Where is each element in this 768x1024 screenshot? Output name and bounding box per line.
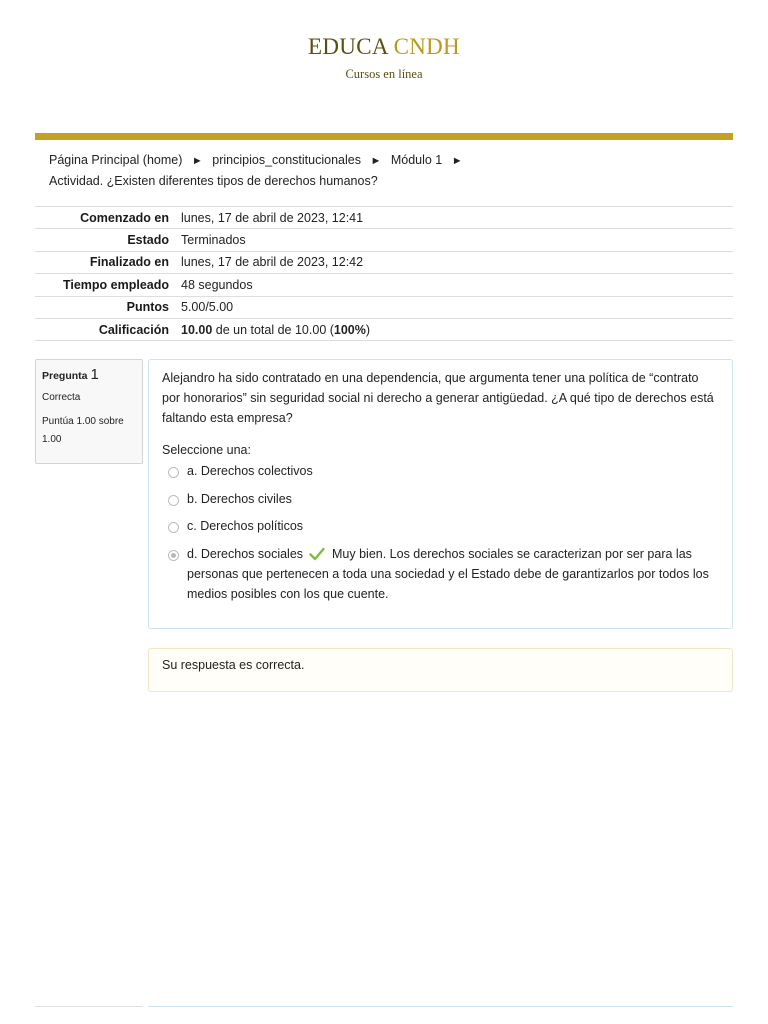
option-feedback: Muy bien. Los derechos sociales se caracterizan por ser para las personas que pertenecen a toda una sociedad y el Estado debe de garantizarlos por todos los medios posibles con los que cuente. xyxy=(187,546,709,601)
option-label: a. Derechos colectivos xyxy=(187,464,313,478)
question-label: Pregunta xyxy=(42,370,88,382)
breadcrumb xyxy=(49,150,729,191)
grade-percent: 100% xyxy=(333,322,366,337)
summary-label: Comenzado en xyxy=(35,207,181,229)
breadcrumb-course[interactable]: principios_constitucionales xyxy=(212,153,361,167)
next-question-content-edge xyxy=(148,1006,733,1007)
question-content xyxy=(148,359,733,629)
summary-value: lunes, 17 de abril de 2023, 12:41 xyxy=(181,207,733,229)
question-text: Alejandro ha sido contratado en una dependencia, que argumenta tener una política de “contrato por honorarios” sin seguridad social ni derecho a generar antigüedad. ¿A qué tipo de derechos está faltando esta empresa? xyxy=(162,371,714,425)
summary-value: 48 segundos xyxy=(181,274,733,296)
quiz-summary-table xyxy=(35,206,733,341)
grade-end: ) xyxy=(365,322,371,337)
summary-label: Estado xyxy=(35,229,181,251)
summary-value: lunes, 17 de abril de 2023, 12:42 xyxy=(181,251,733,273)
next-question-info-edge xyxy=(35,1006,143,1007)
site-logo[interactable] xyxy=(0,34,768,60)
grade-value xyxy=(181,318,733,340)
question-number xyxy=(42,366,136,383)
option-label: b. Derechos civiles xyxy=(187,491,292,506)
summary-row xyxy=(35,296,733,318)
summary-label: Tiempo empleado xyxy=(35,274,181,296)
breadcrumb-home[interactable]: Página Principal (home) xyxy=(49,153,183,167)
summary-label: Calificación xyxy=(35,318,181,340)
option-content xyxy=(187,544,719,604)
breadcrumb-module[interactable]: Módulo 1 xyxy=(390,153,443,167)
question-number-value: 1 xyxy=(90,366,99,383)
question-grade: Puntúa 1.00 sobre 1.00 xyxy=(42,416,124,445)
summary-row xyxy=(35,207,733,229)
summary-row xyxy=(35,274,733,296)
grade-score: 10.00 xyxy=(181,322,213,337)
radio-button-selected[interactable] xyxy=(168,550,179,561)
option-label: c. Derechos políticos xyxy=(187,519,304,533)
answer-options xyxy=(162,461,719,604)
breadcrumb-separator-icon: ► xyxy=(370,155,382,167)
breadcrumb-activity[interactable]: Actividad. ¿Existen diferentes tipos de derechos humanos? xyxy=(49,174,378,188)
breadcrumb-separator-icon: ► xyxy=(191,155,203,167)
summary-row xyxy=(35,251,733,273)
site-header xyxy=(0,34,768,82)
breadcrumb-separator-icon: ► xyxy=(451,155,463,167)
answer-option-c[interactable] xyxy=(162,516,719,536)
summary-row-grade xyxy=(35,318,733,340)
answer-option-d[interactable] xyxy=(162,544,719,604)
summary-value: 5.00/5.00 xyxy=(181,296,733,318)
header-divider xyxy=(35,133,733,140)
radio-button[interactable] xyxy=(168,495,179,506)
summary-label: Puntos xyxy=(35,296,181,318)
option-label: d. Derechos sociales xyxy=(187,546,304,561)
site-tagline: Cursos en línea xyxy=(345,67,423,81)
summary-row xyxy=(35,229,733,251)
general-feedback: Su respuesta es correcta. xyxy=(148,648,733,692)
grade-middle: de un total de 10.00 ( xyxy=(212,322,334,337)
summary-label: Finalizado en xyxy=(35,251,181,273)
radio-button[interactable] xyxy=(168,467,179,478)
answer-option-a[interactable] xyxy=(162,461,719,481)
question-info-panel xyxy=(35,359,143,464)
brand-part2: CNDH xyxy=(393,34,460,59)
answer-prompt: Seleccione una: xyxy=(162,443,251,457)
check-icon xyxy=(309,547,325,561)
summary-value: Terminados xyxy=(181,229,733,251)
brand-part1: EDUCA xyxy=(308,34,388,59)
answer-option-b[interactable] xyxy=(162,489,719,509)
radio-button[interactable] xyxy=(168,522,179,533)
question-state: Correcta xyxy=(42,392,81,403)
